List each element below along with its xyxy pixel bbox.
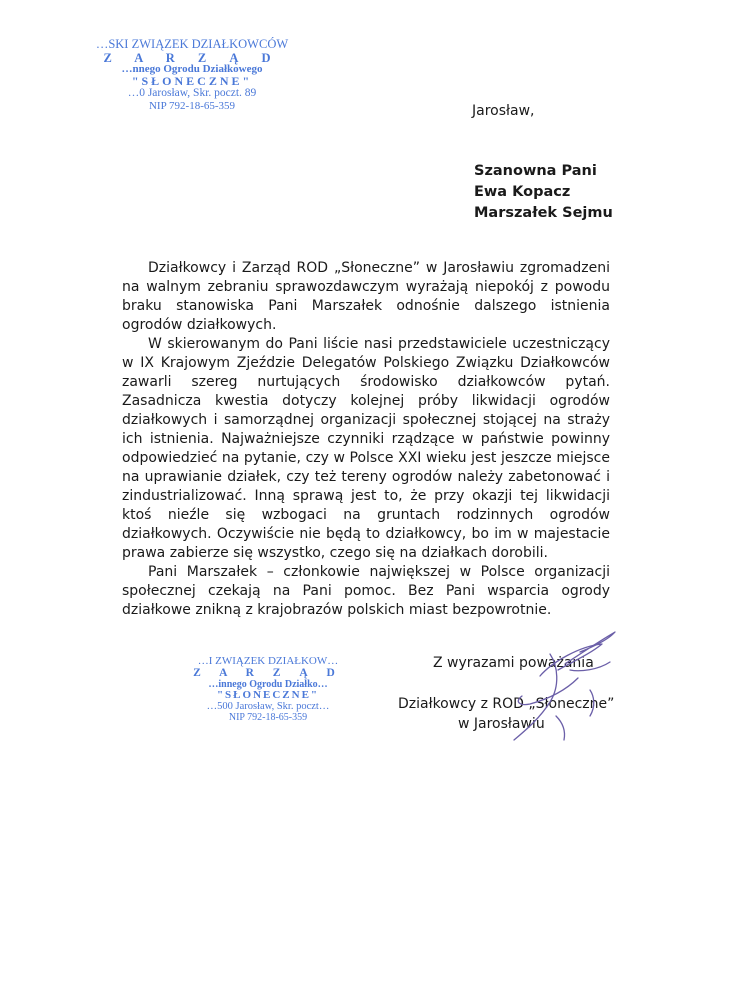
addressee-line: Szanowna Pani bbox=[474, 163, 597, 179]
stamp-line: Z A R Z Ą D bbox=[103, 50, 281, 65]
body-paragraph: Pani Marszałek – członkowie największej w Polsce organizacji społecznej czekają na Pani pomoc. Bez Pani wsparcia ogrody działkowe znikną z krajobrazów polskich miast bezpowrotnie. bbox=[122, 564, 610, 618]
organization-stamp-top bbox=[92, 38, 292, 112]
signer-line: Działkowcy z ROD „Słoneczne” bbox=[398, 696, 615, 712]
signer-line: w Jarosławiu bbox=[458, 716, 545, 732]
stamp-line: …innego Ogrodu Działko… bbox=[208, 678, 328, 690]
handwritten-signature bbox=[430, 626, 640, 756]
organization-stamp-bottom bbox=[188, 656, 348, 723]
stamp-line: …0 Jarosław, Skr. poczt. 89 bbox=[127, 87, 257, 99]
place-date: Jarosław, bbox=[472, 103, 535, 119]
addressee-line: Ewa Kopacz bbox=[474, 184, 571, 200]
addressee-block bbox=[474, 161, 613, 224]
stamp-line: Z A R Z Ą D bbox=[193, 667, 343, 679]
stamp-line: …500 Jarosław, Skr. poczt… bbox=[206, 700, 330, 712]
stamp-line: "SŁONECZNE" bbox=[216, 688, 320, 701]
stamp-line: …nnego Ogrodu Działkowego bbox=[121, 63, 263, 75]
stamp-line: "SŁONECZNE" bbox=[131, 74, 253, 88]
stamp-line: …I ZWIĄZEK DZIAŁKOW… bbox=[197, 655, 339, 667]
body-paragraph: Działkowcy i Zarząd ROD „Słoneczne” w Jarosławiu zgromadzeni na walnym zebraniu sprawozdawczym wyrażają niepokój z powodu braku stanowiska Pani Marszałek odnośnie dalszego istnienia ogrodów działkowych. bbox=[122, 260, 610, 333]
letter-body bbox=[122, 259, 610, 620]
body-paragraph: W skierowanym do Pani liście nasi przedstawiciele uczestniczący w IX Krajowym Zjeździe Delegatów Polskiego Związku Działkowców zawarli szereg nurtujących środowisko działkowców pytań. Zasadnicza kwestia dotyczy kolejnej próby likwidacji ogrodów działkowych i samorządnej organizacji społecznej stojącej na straży ich istnienia. Najważniejsze czynniki rządzące w państwie powinny odpowiedzieć na pytanie, czy w Polsce XXI wieku jest jeszcze miejsce na uprawianie działek, czy też tereny ogrodów należy zabetonować i zindustrializować. Inną sprawą jest to, że przy okazji tej likwidacji ktoś nieźle się wzbogaci na gruntach rodzinnych ogrodów działkowych. Oczywiście nie będą to działkowcy, bo im w majestacie prawa zabierze się wszystko, czego się na działkach dorobili. bbox=[122, 336, 610, 561]
stamp-line: NIP 792-18-65-359 bbox=[148, 99, 236, 112]
addressee-line: Marszałek Sejmu bbox=[474, 205, 613, 221]
stamp-line: NIP 792-18-65-359 bbox=[228, 712, 308, 723]
closing-salutation: Z wyrazami poważania bbox=[433, 655, 594, 671]
stamp-line: …SKI ZWIĄZEK DZIAŁKOWCÓW bbox=[95, 37, 289, 51]
